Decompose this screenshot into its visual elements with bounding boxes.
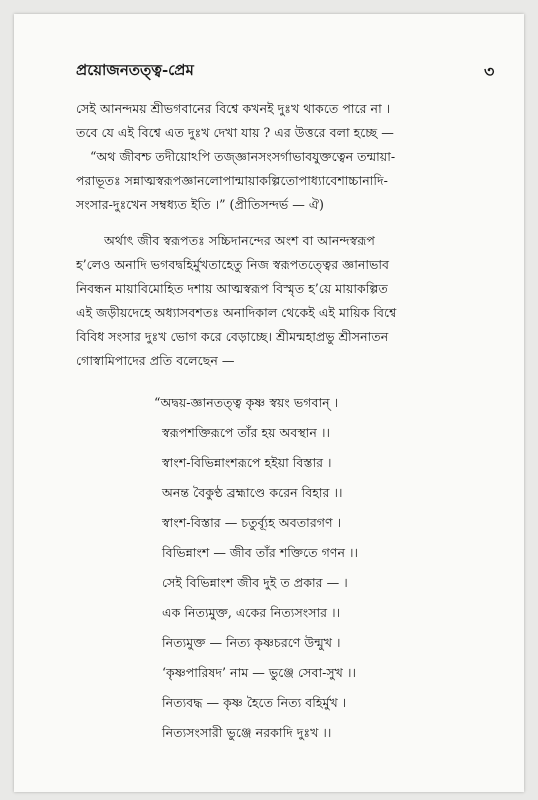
verse-line: সেই বিভিন্নাংশ জীব দুই ত প্রকার — ।: [162, 575, 348, 590]
sanskrit-quote-line: সংসার-দুঃখেন সম্বধ্যত ইতি ।” (প্রীতিসন্দর্ভ — ঐ): [76, 197, 324, 212]
verse-line: নিত্যসংসারী ভুঞ্জে নরকাদি দুঃখ ।।: [162, 725, 332, 740]
verse-line: স্বাংশ-বিভিন্নাংশরূপে হইয়া বিস্তার ।: [162, 455, 332, 470]
paragraph-2-line: নিবন্ধন মায়াবিমোহিত দশায় আত্মস্বরূপ বিস্মৃত হ’য়ে মায়াকল্পিত: [76, 281, 388, 296]
paragraph-2-line: এই জড়ীয়দেহে অধ্যাসবশতঃ অনাদিকাল থেকেই এই মায়িক বিশ্বে: [76, 305, 397, 320]
paragraph-1-line: তবে যে এই বিশ্বে এত দুঃখ দেখা যায় ? এর উত্তরে বলা হচ্ছে —: [76, 125, 394, 140]
sanskrit-quote-line: “অথ জীবশ্চ তদীয়োঽপি তজ্জ্ঞানসংসর্গাভাবযুক্তত্বেন তন্মায়া-: [90, 149, 396, 164]
verse-line: নিত্যমুক্ত — নিত্য কৃষ্ণচরণে উন্মুখ ।: [162, 635, 341, 650]
paragraph-2-line: গোস্বামিপাদের প্রতি বলেছেন —: [76, 353, 235, 368]
running-head: প্রয়োজনতত্ত্ব-প্রেম: [76, 61, 194, 79]
verse-line: স্বাংশ-বিস্তার — চতুর্ব্যূহ অবতারগণ ।: [162, 515, 342, 530]
verse-line: নিত্যবদ্ধ — কৃষ্ণ হৈতে নিত্য বহির্মুখ ।: [162, 695, 347, 710]
verse-line: ‘কৃষ্ণপারিষদ’ নাম — ভুঞ্জে সেবা-সুখ ।।: [162, 665, 356, 680]
verse-line: স্বরূপশক্তিরূপে তাঁর হয় অবস্থান ।।: [162, 425, 330, 440]
verse-line: “অদ্বয়-জ্ঞানতত্ত্ব কৃষ্ণ স্বয়ং ভগবান্ ।: [154, 395, 339, 410]
paragraph-1-line: সেই আনন্দময় শ্রীভগবানের বিশ্বে কখনই দুঃখ থাকতে পারে না ।: [76, 101, 391, 116]
book-page: [14, 14, 524, 792]
paragraph-2-line: বিবিধ সংসার দুঃখ ভোগ করে বেড়াচ্ছে। শ্রীমন্মহাপ্রভু শ্রীসনাতন: [76, 329, 389, 344]
verse-line: অনন্ত বৈকুণ্ঠ ব্রহ্মাণ্ডে করেন বিহার ।।: [162, 485, 343, 500]
paragraph-2-line: অর্থাৎ জীব স্বরূপতঃ সচ্চিদানন্দের অংশ বা আনন্দস্বরূপ: [104, 233, 375, 248]
sanskrit-quote-line: পরাভূতঃ সন্নাত্মস্বরূপজ্ঞানলোপান্মায়াকল্পিতোপাধ্যাবেশাচ্চানাদি-: [76, 173, 388, 188]
verse-line: এক নিত্যমুক্ত, একের নিত্যসংসার ।।: [162, 605, 341, 620]
verse-line: বিভিন্নাংশ — জীব তাঁর শক্তিতে গণন ।।: [162, 545, 359, 560]
paragraph-2-line: হ’লেও অনাদি ভগবদ্বহির্মুখতাহেতু নিজ স্বরূপতত্ত্বের জ্ঞানাভাব: [76, 257, 390, 272]
page-number: ৩: [484, 62, 495, 81]
